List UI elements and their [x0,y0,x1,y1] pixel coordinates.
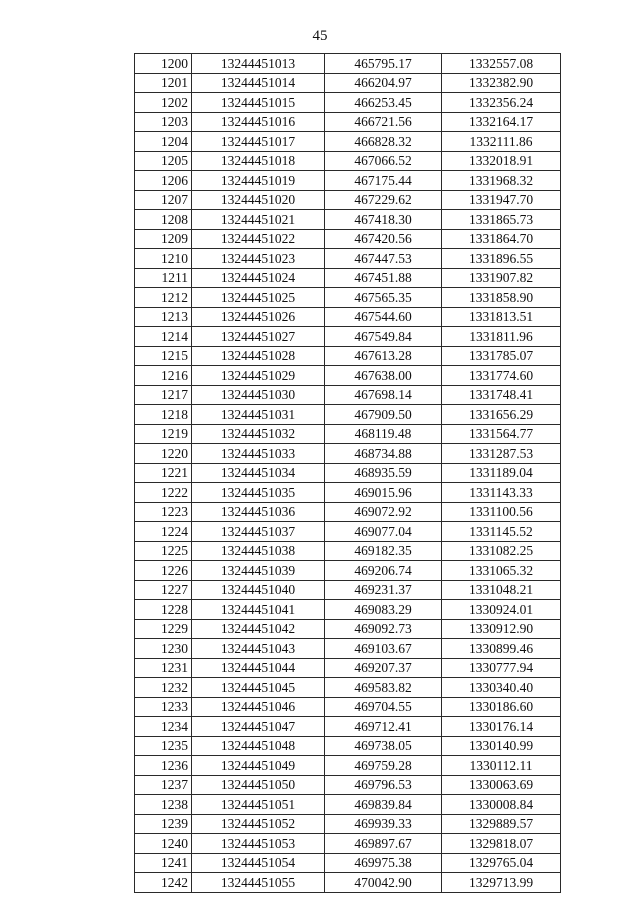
y-coordinate-cell: 1330912.90 [442,619,561,639]
table-row [135,483,561,503]
table-row [135,346,561,366]
x-coordinate-cell: 469897.67 [325,834,442,854]
y-coordinate-cell: 1330924.01 [442,600,561,620]
point-id-cell: 13244451045 [192,678,325,698]
table-row [135,522,561,542]
y-coordinate-cell: 1331858.90 [442,288,561,308]
row-number-cell: 1202 [135,93,192,113]
y-coordinate-cell: 1330140.99 [442,736,561,756]
x-coordinate-cell: 467698.14 [325,385,442,405]
table-row [135,717,561,737]
x-coordinate-cell: 466721.56 [325,112,442,132]
y-coordinate-cell: 1331048.21 [442,580,561,600]
x-coordinate-cell: 469207.37 [325,658,442,678]
row-number-cell: 1210 [135,249,192,269]
point-id-cell: 13244451014 [192,73,325,93]
page-number: 45 [312,28,328,44]
x-coordinate-cell: 467447.53 [325,249,442,269]
y-coordinate-cell: 1330777.94 [442,658,561,678]
table-row [135,619,561,639]
y-coordinate-cell: 1331968.32 [442,171,561,191]
point-id-cell: 13244451053 [192,834,325,854]
x-coordinate-cell: 469083.29 [325,600,442,620]
row-number-cell: 1230 [135,639,192,659]
point-id-cell: 13244451022 [192,229,325,249]
point-id-cell: 13244451049 [192,756,325,776]
x-coordinate-cell: 467544.60 [325,307,442,327]
point-id-cell: 13244451021 [192,210,325,230]
table-row [135,678,561,698]
table-row [135,288,561,308]
row-number-cell: 1215 [135,346,192,366]
point-id-cell: 13244451016 [192,112,325,132]
point-id-cell: 13244451026 [192,307,325,327]
y-coordinate-cell: 1329818.07 [442,834,561,854]
point-id-cell: 13244451050 [192,775,325,795]
table-row [135,736,561,756]
x-coordinate-cell: 469206.74 [325,561,442,581]
point-id-cell: 13244451052 [192,814,325,834]
x-coordinate-cell: 469077.04 [325,522,442,542]
point-id-cell: 13244451044 [192,658,325,678]
table-row [135,307,561,327]
y-coordinate-cell: 1329889.57 [442,814,561,834]
point-id-cell: 13244451037 [192,522,325,542]
y-coordinate-cell: 1331813.51 [442,307,561,327]
row-number-cell: 1225 [135,541,192,561]
x-coordinate-cell: 469759.28 [325,756,442,776]
y-coordinate-cell: 1331082.25 [442,541,561,561]
row-number-cell: 1239 [135,814,192,834]
row-number-cell: 1205 [135,151,192,171]
x-coordinate-cell: 469072.92 [325,502,442,522]
point-id-cell: 13244451043 [192,639,325,659]
row-number-cell: 1201 [135,73,192,93]
row-number-cell: 1241 [135,853,192,873]
x-coordinate-cell: 469704.55 [325,697,442,717]
x-coordinate-cell: 469583.82 [325,678,442,698]
point-id-cell: 13244451027 [192,327,325,347]
x-coordinate-cell: 467549.84 [325,327,442,347]
y-coordinate-cell: 1331947.70 [442,190,561,210]
table-row [135,639,561,659]
point-id-cell: 13244451046 [192,697,325,717]
table-row [135,73,561,93]
x-coordinate-cell: 467638.00 [325,366,442,386]
x-coordinate-cell: 469231.37 [325,580,442,600]
x-coordinate-cell: 466204.97 [325,73,442,93]
row-number-cell: 1208 [135,210,192,230]
point-id-cell: 13244451020 [192,190,325,210]
x-coordinate-cell: 468935.59 [325,463,442,483]
x-coordinate-cell: 468734.88 [325,444,442,464]
x-coordinate-cell: 465795.17 [325,54,442,74]
x-coordinate-cell: 467418.30 [325,210,442,230]
table-row [135,463,561,483]
table-body [135,54,561,893]
table-row [135,229,561,249]
table-row [135,151,561,171]
table-row [135,112,561,132]
table-row [135,210,561,230]
x-coordinate-cell: 467565.35 [325,288,442,308]
point-id-cell: 13244451048 [192,736,325,756]
table-row [135,132,561,152]
y-coordinate-cell: 1330186.60 [442,697,561,717]
point-id-cell: 13244451047 [192,717,325,737]
table-row [135,795,561,815]
table-row [135,697,561,717]
x-coordinate-cell: 467613.28 [325,346,442,366]
point-id-cell: 13244451051 [192,795,325,815]
y-coordinate-cell: 1331811.96 [442,327,561,347]
row-number-cell: 1227 [135,580,192,600]
y-coordinate-cell: 1330063.69 [442,775,561,795]
table-row [135,268,561,288]
y-coordinate-cell: 1331864.70 [442,229,561,249]
y-coordinate-cell: 1331287.53 [442,444,561,464]
point-id-cell: 13244451024 [192,268,325,288]
point-id-cell: 13244451025 [192,288,325,308]
y-coordinate-cell: 1329713.99 [442,873,561,893]
y-coordinate-cell: 1331145.52 [442,522,561,542]
x-coordinate-cell: 469103.67 [325,639,442,659]
table-row [135,93,561,113]
point-id-cell: 13244451019 [192,171,325,191]
row-number-cell: 1220 [135,444,192,464]
y-coordinate-cell: 1330112.11 [442,756,561,776]
y-coordinate-cell: 1331065.32 [442,561,561,581]
point-id-cell: 13244451039 [192,561,325,581]
row-number-cell: 1213 [135,307,192,327]
row-number-cell: 1234 [135,717,192,737]
table-row [135,814,561,834]
x-coordinate-cell: 467451.88 [325,268,442,288]
x-coordinate-cell: 470042.90 [325,873,442,893]
point-id-cell: 13244451054 [192,853,325,873]
row-number-cell: 1222 [135,483,192,503]
y-coordinate-cell: 1331100.56 [442,502,561,522]
row-number-cell: 1203 [135,112,192,132]
table-row [135,405,561,425]
table-row [135,834,561,854]
y-coordinate-cell: 1332382.90 [442,73,561,93]
table-row [135,541,561,561]
y-coordinate-cell: 1330008.84 [442,795,561,815]
row-number-cell: 1221 [135,463,192,483]
y-coordinate-cell: 1331907.82 [442,268,561,288]
coordinates-table [134,53,561,893]
y-coordinate-cell: 1331865.73 [442,210,561,230]
x-coordinate-cell: 466253.45 [325,93,442,113]
x-coordinate-cell: 467909.50 [325,405,442,425]
x-coordinate-cell: 469015.96 [325,483,442,503]
table-row [135,561,561,581]
point-id-cell: 13244451036 [192,502,325,522]
y-coordinate-cell: 1332018.91 [442,151,561,171]
point-id-cell: 13244451042 [192,619,325,639]
row-number-cell: 1217 [135,385,192,405]
table-row [135,873,561,893]
y-coordinate-cell: 1331774.60 [442,366,561,386]
x-coordinate-cell: 469092.73 [325,619,442,639]
row-number-cell: 1237 [135,775,192,795]
point-id-cell: 13244451030 [192,385,325,405]
point-id-cell: 13244451040 [192,580,325,600]
row-number-cell: 1224 [135,522,192,542]
x-coordinate-cell: 467420.56 [325,229,442,249]
y-coordinate-cell: 1331896.55 [442,249,561,269]
point-id-cell: 13244451023 [192,249,325,269]
x-coordinate-cell: 469939.33 [325,814,442,834]
point-id-cell: 13244451013 [192,54,325,74]
row-number-cell: 1242 [135,873,192,893]
point-id-cell: 13244451034 [192,463,325,483]
y-coordinate-cell: 1330176.14 [442,717,561,737]
row-number-cell: 1219 [135,424,192,444]
table-row [135,424,561,444]
point-id-cell: 13244451017 [192,132,325,152]
row-number-cell: 1238 [135,795,192,815]
y-coordinate-cell: 1331143.33 [442,483,561,503]
x-coordinate-cell: 469738.05 [325,736,442,756]
row-number-cell: 1211 [135,268,192,288]
row-number-cell: 1218 [135,405,192,425]
row-number-cell: 1212 [135,288,192,308]
row-number-cell: 1207 [135,190,192,210]
point-id-cell: 13244451028 [192,346,325,366]
row-number-cell: 1226 [135,561,192,581]
row-number-cell: 1214 [135,327,192,347]
x-coordinate-cell: 468119.48 [325,424,442,444]
x-coordinate-cell: 469182.35 [325,541,442,561]
row-number-cell: 1232 [135,678,192,698]
y-coordinate-cell: 1331564.77 [442,424,561,444]
y-coordinate-cell: 1332111.86 [442,132,561,152]
row-number-cell: 1240 [135,834,192,854]
point-id-cell: 13244451041 [192,600,325,620]
table-row [135,756,561,776]
x-coordinate-cell: 467175.44 [325,171,442,191]
point-id-cell: 13244451035 [192,483,325,503]
point-id-cell: 13244451031 [192,405,325,425]
x-coordinate-cell: 469839.84 [325,795,442,815]
row-number-cell: 1223 [135,502,192,522]
x-coordinate-cell: 467066.52 [325,151,442,171]
table-row [135,190,561,210]
table-row [135,249,561,269]
point-id-cell: 13244451033 [192,444,325,464]
y-coordinate-cell: 1332164.17 [442,112,561,132]
point-id-cell: 13244451055 [192,873,325,893]
x-coordinate-cell: 467229.62 [325,190,442,210]
x-coordinate-cell: 469975.38 [325,853,442,873]
row-number-cell: 1229 [135,619,192,639]
y-coordinate-cell: 1331656.29 [442,405,561,425]
x-coordinate-cell: 469796.53 [325,775,442,795]
table-row [135,366,561,386]
table-row [135,502,561,522]
table-row [135,658,561,678]
x-coordinate-cell: 466828.32 [325,132,442,152]
y-coordinate-cell: 1331189.04 [442,463,561,483]
point-id-cell: 13244451038 [192,541,325,561]
row-number-cell: 1235 [135,736,192,756]
table-row [135,853,561,873]
row-number-cell: 1204 [135,132,192,152]
y-coordinate-cell: 1329765.04 [442,853,561,873]
table-row [135,54,561,74]
point-id-cell: 13244451018 [192,151,325,171]
point-id-cell: 13244451032 [192,424,325,444]
table-row [135,600,561,620]
y-coordinate-cell: 1331785.07 [442,346,561,366]
point-id-cell: 13244451029 [192,366,325,386]
y-coordinate-cell: 1331748.41 [442,385,561,405]
row-number-cell: 1209 [135,229,192,249]
row-number-cell: 1228 [135,600,192,620]
x-coordinate-cell: 469712.41 [325,717,442,737]
table-row [135,775,561,795]
y-coordinate-cell: 1330899.46 [442,639,561,659]
y-coordinate-cell: 1332356.24 [442,93,561,113]
y-coordinate-cell: 1332557.08 [442,54,561,74]
row-number-cell: 1200 [135,54,192,74]
row-number-cell: 1231 [135,658,192,678]
table-row [135,171,561,191]
row-number-cell: 1206 [135,171,192,191]
y-coordinate-cell: 1330340.40 [442,678,561,698]
row-number-cell: 1236 [135,756,192,776]
point-id-cell: 13244451015 [192,93,325,113]
row-number-cell: 1233 [135,697,192,717]
row-number-cell: 1216 [135,366,192,386]
table-row [135,385,561,405]
table-row [135,580,561,600]
table-row [135,444,561,464]
table-row [135,327,561,347]
